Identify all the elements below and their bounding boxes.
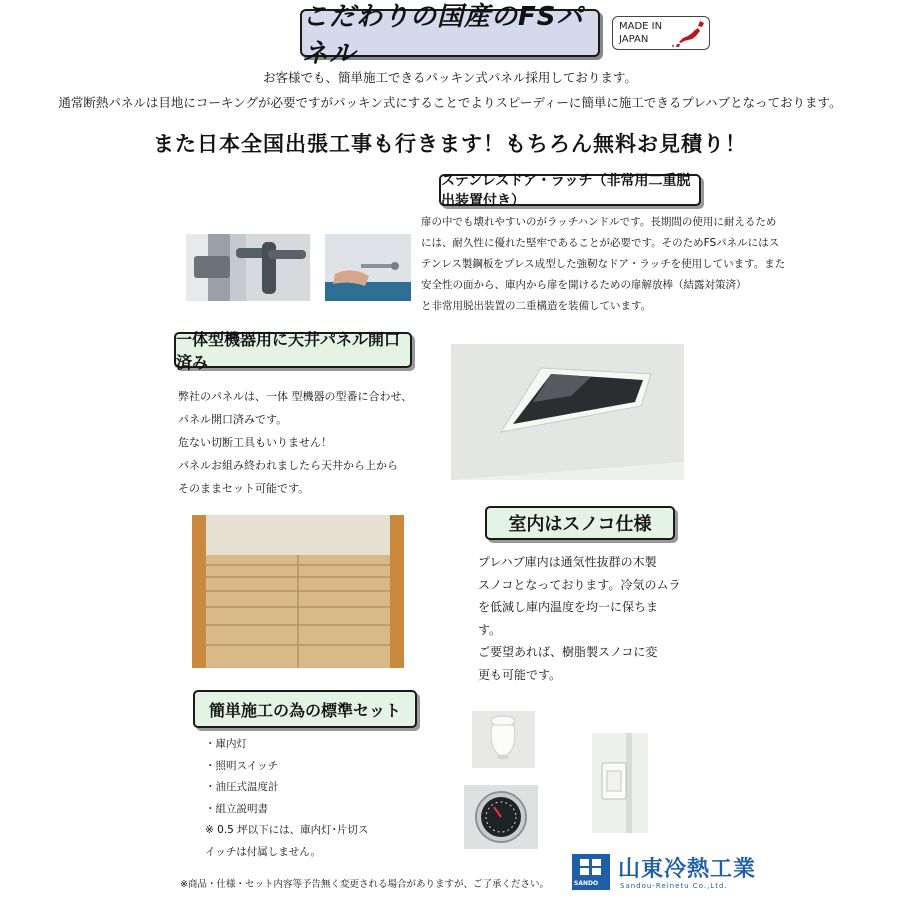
ceiling-text-line: そのままセット可能です。 bbox=[178, 482, 310, 495]
door-text-line: 安全性の面から、庫内から扉を開けるための扉解放棒（結露対策済） bbox=[421, 279, 747, 291]
sunoko-text-line: スノコとなっております。冷気のムラ bbox=[478, 577, 681, 592]
slatted-floor-heading: 室内はスノコ仕様 bbox=[485, 506, 675, 540]
intro-line-1: お客様でも、簡単施工できるパッキン式パネル採用しております。 bbox=[263, 70, 637, 85]
logo-mark bbox=[572, 854, 610, 890]
standard-set-heading: 簡単施工の為の標準セット bbox=[193, 690, 417, 728]
door-text-line: と非常用脱出装置の二重構造を装備しています。 bbox=[421, 300, 652, 312]
ceiling-opening-heading: 一体型機器用に天井パネル開口済み bbox=[174, 332, 412, 368]
list-note: イッチは付属しません。 bbox=[205, 845, 321, 858]
ceiling-text-line: パネルお組み終われましたら天井から上から bbox=[178, 459, 398, 472]
ceiling-opening-description bbox=[178, 385, 438, 500]
list-item: ・庫内灯 bbox=[205, 738, 247, 750]
made-in-japan-badge bbox=[612, 16, 710, 50]
list-note: ※ 0.5 坪以下には、庫内灯･片切ス bbox=[205, 824, 369, 836]
ceiling-text-line: 弊社のパネルは、一体 型機器の型番に合わせ、 bbox=[178, 390, 413, 403]
door-text-line: には、耐久性に優れた堅牢であることが必要です。そのためFSパネルにはス bbox=[421, 237, 780, 249]
intro-line-2: 通常断熱パネルは目地にコーキングが必要ですがパッキン式にすることでよりスピーディーに簡単に施工できるプレハブとなっております。 bbox=[58, 95, 842, 110]
list-item: ・照明スイッチ bbox=[205, 759, 279, 772]
door-latch-photo bbox=[186, 234, 310, 301]
list-item: ・組立説明書 bbox=[205, 802, 268, 815]
sunoko-text-line: プレハブ庫内は通気性抜群の木製 bbox=[478, 555, 657, 569]
door-latch-description bbox=[421, 212, 786, 317]
badge-line2: JAPAN bbox=[619, 34, 649, 45]
slatted-floor-description bbox=[478, 551, 708, 686]
wooden-slat-floor-photo bbox=[192, 515, 404, 668]
page-title: こだわりの国産のFSパネル bbox=[300, 9, 600, 57]
sunoko-text-line: ご要望あれば、樹脂製スノコに変 bbox=[478, 645, 658, 659]
list-item: ・油圧式温度計 bbox=[205, 781, 279, 793]
footnote: ※商品・仕様・セット内容等予告無く変更される場合がありますが、ご了承ください。 bbox=[180, 879, 549, 890]
sunoko-text-line: す。 bbox=[478, 622, 502, 637]
ceiling-text-line: パネル開口済みです。 bbox=[178, 413, 288, 426]
interior-lamp-photo bbox=[472, 711, 535, 768]
company-name: 山東冷熱工業 bbox=[618, 857, 757, 882]
door-text-line: 扉の中でも壊れやすいのがラッチハンドルです。長期間の使用に耐えるため bbox=[421, 216, 777, 228]
logo-mark-text: SANDO bbox=[574, 880, 599, 887]
tagline: また日本全国出張工事も行きます！もちろん無料お見積り！ bbox=[153, 132, 747, 156]
thermometer-gauge-photo bbox=[464, 785, 538, 849]
sunoko-text-line: 更も可能です。 bbox=[478, 667, 562, 682]
standard-set-list bbox=[205, 734, 435, 863]
sunoko-text-line: を低減し庫内温度を均一に保ちま bbox=[478, 600, 659, 614]
japan-map-icon bbox=[670, 19, 706, 49]
light-switch-photo bbox=[592, 733, 648, 833]
badge-line1: MADE IN bbox=[619, 21, 663, 32]
company-logo bbox=[572, 852, 757, 892]
door-latch-heading: ステンレスドア・ラッチ（非常用二重脱出装置付き） bbox=[439, 174, 701, 206]
ceiling-opening-photo bbox=[451, 344, 684, 480]
door-text-line: テンレス製鋼板をプレス成型した強靭なドア・ラッチを使用しています。また bbox=[421, 258, 786, 270]
ceiling-text-line: 危ない切断工具もいりません！ bbox=[178, 436, 332, 449]
company-name-romaji: Sandou-Reinetu Co.,Ltd. bbox=[620, 882, 728, 890]
door-release-rod-photo bbox=[325, 234, 411, 301]
